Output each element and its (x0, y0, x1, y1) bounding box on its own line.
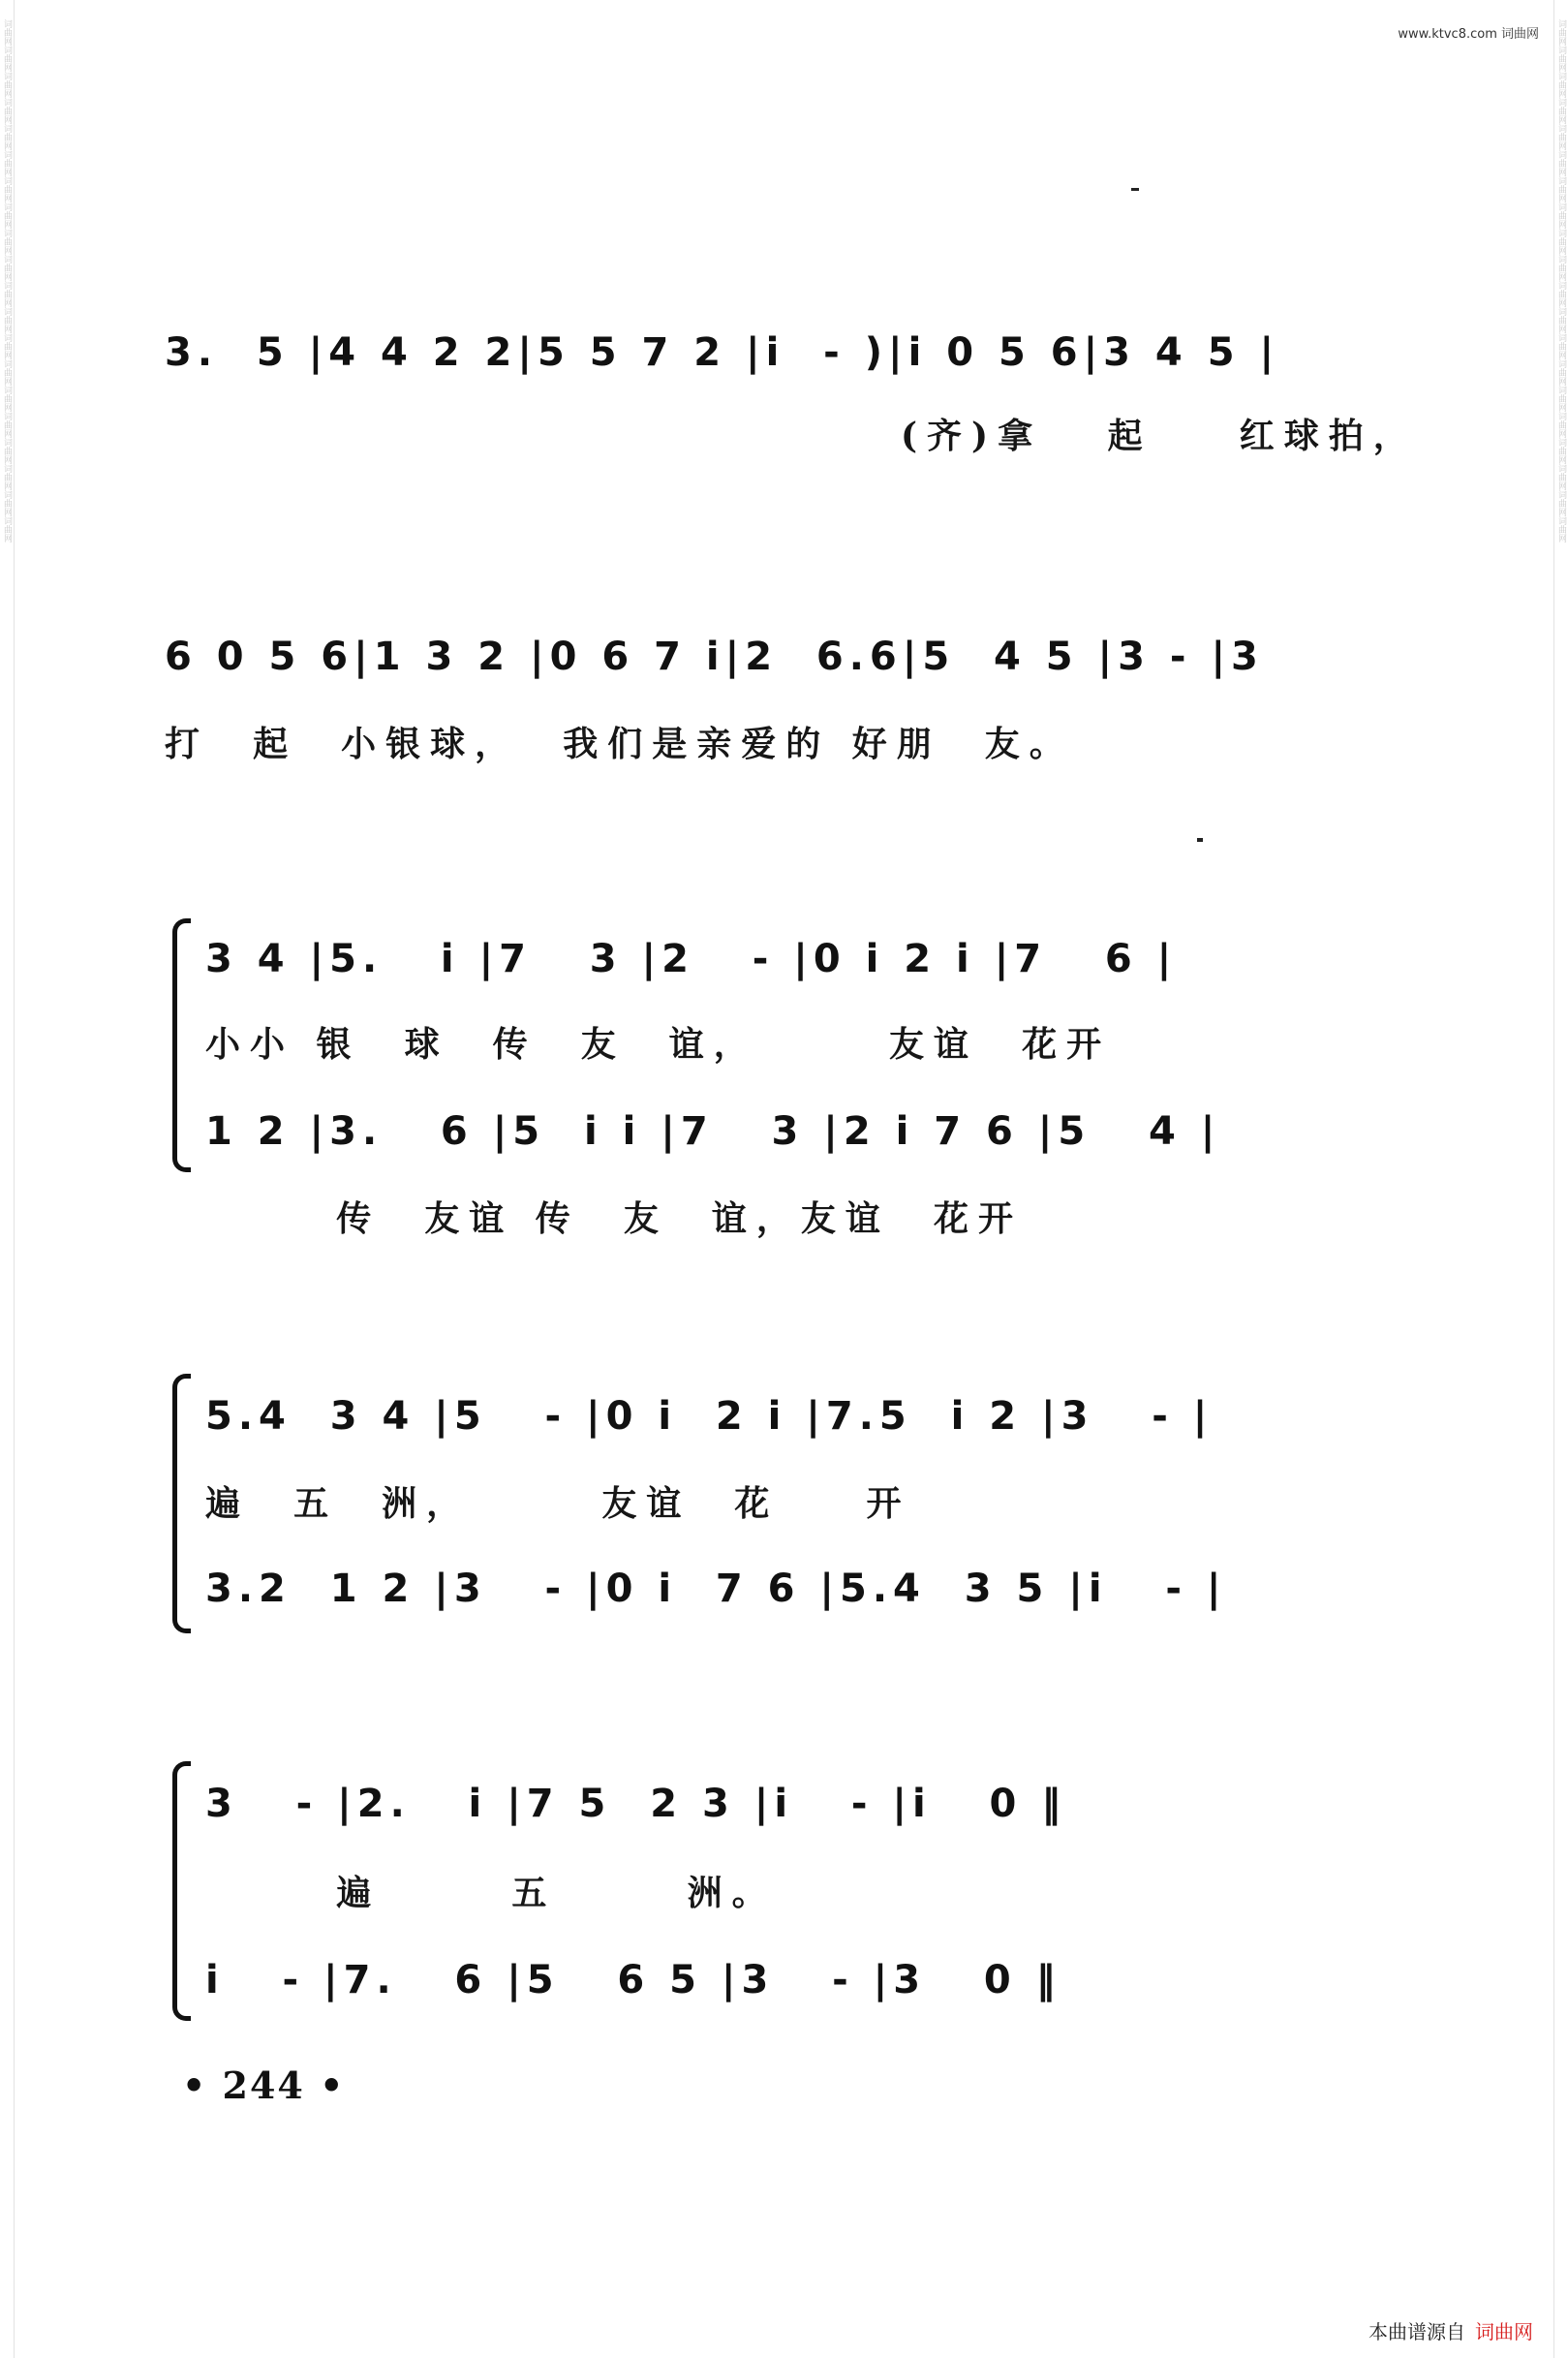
row-3-lower-lyrics: 传 友谊 传 友 谊，友谊 花开 (205, 1198, 1023, 1239)
print-speck (1131, 188, 1139, 191)
row-2-notes: 6 0 5 6|1 3 2 |0 6 7 i|2 6.6|5 4 5 |3 - |3 (165, 635, 1264, 679)
site-watermark: www.ktvc8.com 词曲网 (1398, 27, 1539, 42)
row-5-upper-lyrics: 遍 五 洲。 (205, 1873, 777, 1913)
score-row-4-upper (205, 1389, 1395, 1443)
system-bracket (172, 1761, 191, 2021)
right-watermark-strip (1553, 0, 1568, 2358)
left-watermark-text: 词曲网词曲网词曲网词曲网词曲网词曲网词曲网词曲网词曲网词曲网词曲网词曲网词曲网词曲网词曲网词曲网词曲网词曲网词曲网词曲网 (2, 19, 12, 543)
score-row-5-upper (205, 1777, 1395, 1831)
score-row-3-lower (205, 1104, 1395, 1159)
score-row-3-upper (205, 932, 1395, 986)
score-row-5-lower (205, 1953, 1395, 2007)
system-bracket (172, 918, 191, 1172)
row-3-lower-notes: 1 2 |3. 6 |5 i i |7 3 |2 i 7 6 |5 4 | (205, 1109, 1221, 1154)
row-1-notes: 3. 5 |4 4 2 2|5 5 7 2 |i - )|i 0 5 6|3 4 5 | (165, 330, 1280, 375)
score-row-1 (165, 326, 1395, 380)
row-1-lyrics: (齐)拿 起 红球拍， (901, 416, 1418, 456)
source-label: 本曲谱源自 (1368, 2320, 1465, 2343)
page-number: • 244 • (182, 2063, 346, 2107)
row-4-upper-notes: 5.4 3 4 |5 - |0 i 2 i |7.5 i 2 |3 - | (205, 1394, 1214, 1439)
right-watermark-text: 词曲网词曲网词曲网词曲网词曲网词曲网词曲网词曲网词曲网词曲网词曲网词曲网词曲网词曲网词曲网词曲网词曲网词曲网词曲网词曲网 (1556, 19, 1566, 543)
row-3-upper-lyrics: 小小 银 球 传 友 谊， 友谊 花开 (205, 1024, 1112, 1065)
left-watermark-strip (0, 0, 15, 2358)
source-brand-link[interactable]: 词曲网 (1475, 2320, 1533, 2343)
print-speck (1197, 838, 1203, 842)
row-4-lower-notes: 3.2 1 2 |3 - |0 i 7 6 |5.4 3 5 |i - | (205, 1567, 1227, 1611)
row-5-lower-notes: i - |7. 6 |5 6 5 |3 - |3 0 ‖ (205, 1958, 1061, 2002)
row-4-upper-lyrics: 遍 五 洲， 友谊 花 开 (205, 1483, 911, 1524)
score-row-4-lower (205, 1562, 1395, 1616)
row-2-lyrics: 打 起 小银球， 我们是亲爱的 好朋 友。 (165, 724, 1074, 764)
system-bracket (172, 1374, 191, 1633)
source-attribution (1368, 2316, 1533, 2344)
score-row-2 (165, 630, 1395, 684)
row-5-upper-notes: 3 - |2. i |7 5 2 3 |i - |i 0 ‖ (205, 1782, 1067, 1826)
row-3-upper-notes: 3 4 |5. i |7 3 |2 - |0 i 2 i |7 6 | (205, 937, 1178, 981)
